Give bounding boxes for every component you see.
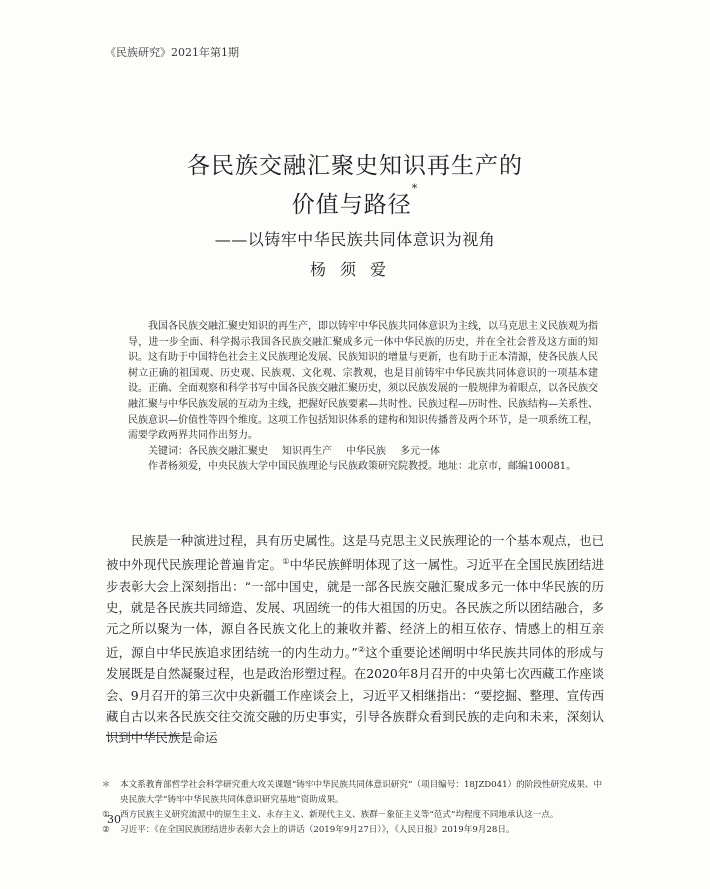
body-paragraph [106, 530, 604, 748]
footnote-text: 西方民族主义研究流派中的原生主义、永存主义、新现代主义、族群－象征主义等“范式”均程度不同地承认这一点。 [120, 810, 559, 820]
author-info: 作者杨须爱，中央民族大学中国民族理论与民族政策研究院教授。地址：北京市，邮编100081。 [148, 461, 577, 473]
page-number: 30 [107, 813, 121, 826]
running-head: 《民族研究》2021年第1期 [105, 46, 239, 59]
keyword: 中华民族 [346, 445, 386, 457]
article-title-line2-text: 价值与路径 [291, 192, 412, 218]
footnote-ref-1[interactable]: ① [282, 557, 290, 567]
keyword: 知识再生产 [282, 445, 332, 457]
article-title-line2 [0, 182, 710, 219]
footnotes [101, 778, 606, 838]
footnote-mark: ＊ [101, 780, 111, 790]
keyword: 多元一体 [400, 445, 440, 457]
footnote-mark: ① [102, 810, 110, 820]
footnote-mark: ② [102, 825, 110, 835]
title-block [0, 147, 710, 250]
footnote [101, 778, 606, 808]
keywords-label: 关键词： [148, 445, 188, 457]
title-footnote-mark[interactable]: * [411, 182, 419, 195]
body-text-segment: 中华民族鲜明体现了这一属性。习近平在全国民族团结进步表彰大会上深刻指出：“一部中国史，就是一部各民族交融汇聚成多元一体中华民族的历史，就是各民族共同缔造、发展、巩固统一的伟大祖国的历史。各民族之所以团结融合，多元之所以聚为一体，源自各民族文化上的兼收并蓄、经济上的相互依存、情感上的相互亲近，源自中华民族追求团结统一的内生动力。” [106, 557, 605, 661]
article-subtitle: ——以铸牢中华民族共同体意识为视角 [214, 230, 496, 249]
abstract [128, 319, 598, 475]
footnote-text: 习近平：《在全国民族团结进步表彰大会上的讲话（2019年9月27日）》，《人民日报》2019年9月28日。 [120, 825, 515, 835]
author-name: 杨须爱 [309, 260, 400, 279]
footnote [102, 823, 606, 838]
body-text [106, 530, 604, 748]
body-text-segment: 民族是一种演进过程，具有历史属性。这是马克思主义民族理论的一个基本观点，也已被中外现代民族理论普遍肯定。 [106, 533, 604, 573]
body-text-segment: 这个重要论述阐明中华民族共同体的形成与发展既是自然凝聚过程，也是政治形塑过程。在2020年8月召开的中央第七次西藏工作座谈会、9月召开的第三次中央新疆工作座谈会上，习近平又相继指出：“要挖掘、整理、宣传西藏自古以来各民族交往交流交融的历史事实，引导各族群众看到民族的走向和未来，深刻认识到中华民族是命运 [106, 645, 605, 746]
keywords [128, 444, 598, 460]
footnote-divider [106, 735, 186, 736]
footnote-text: 本文系教育部哲学社会科学研究重大攻关课题“铸牢中华民族共同体意识研究”（项目编号：18JZD041）的阶段性研究成果、中央民族大学“铸牢中华民族共同体意识研究基地”资助成果。 [120, 780, 603, 805]
keyword: 各民族交融汇聚史 [188, 445, 268, 457]
abstract-text: 我国各民族交融汇聚史知识的再生产，即以铸牢中华民族共同体意识为主线，以马克思主义民族观为指导，进一步全面、科学揭示我国各民族交融汇聚成多元一体中华民族的历史，并在全社会普及这方面的知识。这有助于中国特色社会主义民族理论发展、民族知识的增量与更新，也有助于正本清源，使各民族人民树立正确的祖国观、历史观、民族观、文化观、宗教观，也是目前铸牢中华民族共同体意识的一项基本建设。正确、全面观察和科学书写中国各民族交融汇聚历史，须以民族发展的一般规律为着眼点，以各民族交融汇聚与中华民族发展的互动为主线，把握好民族要素—共时性、民族过程—历时性、民族结构—关系性、民族意识—价值性等四个维度。这项工作包括知识体系的建构和知识传播普及两个环节，是一项系统工程，需要学政两界共同作出努力。 [128, 321, 598, 442]
footnote-ref-2[interactable]: ② [357, 645, 366, 655]
article-title: 各民族交融汇聚史知识再生产的 [187, 153, 523, 179]
footnote [102, 808, 606, 823]
